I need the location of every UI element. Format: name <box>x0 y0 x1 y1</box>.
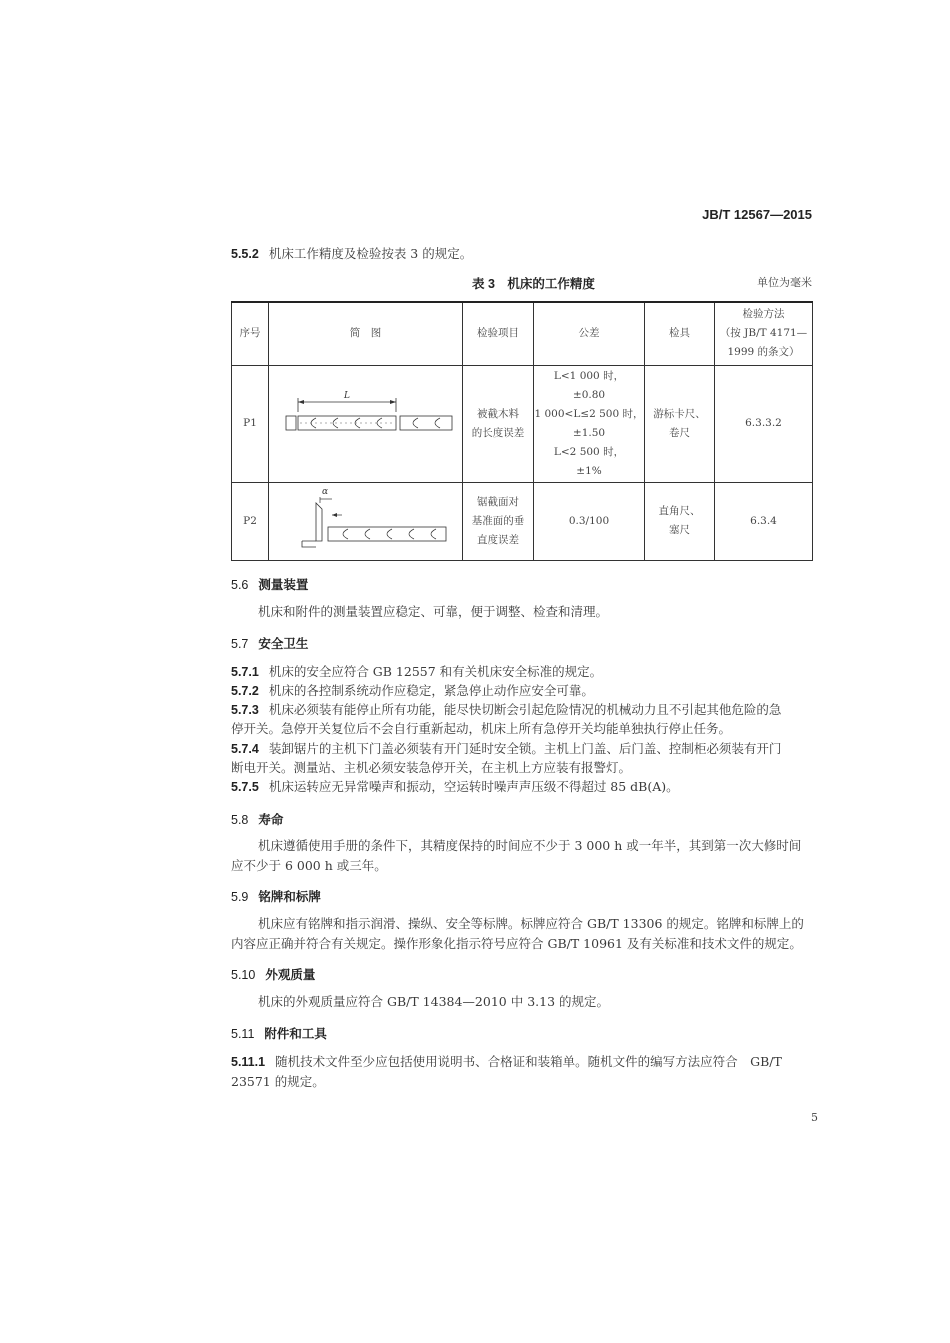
clause-text: 机床工作精度及检验按表 3 的规定。 <box>268 246 473 261</box>
section-title: 测量装置 <box>258 578 309 592</box>
clause-5-7-1 <box>231 663 602 681</box>
clause-number: 5.7.4 <box>231 742 259 756</box>
row-diagram <box>269 365 463 482</box>
table-header-row <box>232 302 813 365</box>
page-number: 5 <box>811 1111 818 1124</box>
tolerance-line3: 1 000<L≤2 500 时， <box>534 407 644 420</box>
row-item-line1: 锯截面对 <box>477 495 519 508</box>
clause-number: 5.11.1 <box>231 1055 266 1069</box>
header-item: 检验项目 <box>463 302 534 365</box>
clause-text: 机床的各控制系统动作应稳定，紧急停止动作应安全可靠。 <box>268 683 594 698</box>
clause-5-7-5 <box>231 778 679 796</box>
row-tool-line1: 游标卡尺、 <box>653 407 706 420</box>
tolerance-line6: ±1% <box>576 464 602 477</box>
row-method: 6.3.4 <box>715 482 813 560</box>
clause-5-5-2 <box>231 245 472 263</box>
row-item-line1: 被截木料 <box>477 407 519 420</box>
section-5-11-heading <box>231 1024 327 1042</box>
tolerance-line4: ±1.50 <box>572 426 606 439</box>
section-5-9-heading <box>231 887 321 905</box>
clause-text: 装卸锯片的主机下门盖必须装有开门延时安全锁。主机上门盖、后门盖、控制柜必须装有开门 <box>268 741 782 756</box>
row-tolerance <box>534 365 645 482</box>
clause-text: 机床必须装有能停止所有功能，能尽快切断会引起危险情况的机械动力且不引起其他危险的急 <box>268 702 782 717</box>
row-tool <box>645 365 715 482</box>
section-5-7-heading <box>231 634 308 652</box>
table-row-p1 <box>232 365 813 482</box>
table-caption: 表 3 机床的工作精度 <box>472 277 595 291</box>
row-diagram <box>269 482 463 560</box>
header-method-line2: （按 JB/T 4171— <box>719 327 808 340</box>
clause-5-7-3 <box>231 701 781 719</box>
clause-number: 5.7.2 <box>231 684 259 698</box>
header-method-line1: 检验方法 <box>742 308 785 321</box>
section-5-10-text: 机床的外观质量应符合 GB/T 14384—2010 中 3.13 的规定。 <box>258 994 609 1009</box>
accuracy-table <box>231 301 813 561</box>
section-title: 寿命 <box>258 813 284 827</box>
clause-number: 5.7.5 <box>231 780 259 794</box>
diagram-label-L: L <box>343 391 350 401</box>
section-5-8-text-cont: 应不少于 6 000 h 或三年。 <box>231 858 387 873</box>
clause-number: 5.7.3 <box>231 703 259 717</box>
section-5-9-text-cont: 内容应正确并符合有关规定。操作形象化指示符号应符合 GB/T 10961 及有关标准和技术文件的规定。 <box>231 936 802 951</box>
clause-text: 随机技术文件至少应包括使用说明书、合格证和装箱单。随机文件的编写方法应符合 GB/T <box>275 1054 782 1069</box>
clause-number: 5.5.2 <box>231 247 259 261</box>
row-seq: P2 <box>232 482 269 560</box>
clause-5-11-1-cont: 23571 的规定。 <box>231 1074 325 1089</box>
header-method-line3: 1999 的条文） <box>727 346 800 359</box>
row-tool-line2: 卷尺 <box>669 426 690 439</box>
row-seq: P1 <box>232 365 269 482</box>
standard-code: JB/T 12567—2015 <box>702 207 812 222</box>
section-number: 5.11 <box>231 1027 255 1041</box>
row-tool <box>645 482 715 560</box>
tolerance-line5: L<2 500 时， <box>553 445 625 458</box>
section-5-10-heading <box>231 965 315 983</box>
section-5-6-text: 机床和附件的测量装置应稳定、可靠，便于调整、检查和清理。 <box>258 604 609 619</box>
clause-number: 5.7.1 <box>231 665 259 679</box>
row-item-line3: 直度误差 <box>477 533 519 546</box>
table-unit: 单位为毫米 <box>757 276 812 289</box>
section-title: 铭牌和标牌 <box>258 890 321 904</box>
row-method: 6.3.3.2 <box>715 365 813 482</box>
row-item-line2: 基准面的垂 <box>471 514 525 527</box>
clause-5-7-3-cont: 停开关。急停开关复位后不会自行重新起动，机床上所有急停开关均能单独执行停止任务。 <box>231 721 732 736</box>
clause-text: 机床的安全应符合 GB 12557 和有关机床安全标准的规定。 <box>268 664 603 679</box>
section-number: 5.10 <box>231 968 256 982</box>
row-item-line2: 的长度误差 <box>471 426 525 439</box>
section-title: 附件和工具 <box>264 1027 327 1041</box>
perpendicularity-diagram-icon <box>276 485 456 551</box>
row-item <box>463 365 534 482</box>
row-tolerance: 0.3/100 <box>534 482 645 560</box>
length-diagram-icon <box>276 390 456 450</box>
section-number: 5.8 <box>231 813 249 827</box>
tolerance-line1: L<1 000 时， <box>553 369 625 382</box>
diagram-label-alpha: α <box>321 486 328 497</box>
row-item <box>463 482 534 560</box>
section-number: 5.6 <box>231 578 249 592</box>
section-title: 外观质量 <box>265 968 316 982</box>
section-number: 5.7 <box>231 637 249 651</box>
row-tool-line1: 直角尺、 <box>658 505 701 517</box>
section-5-9-text: 机床应有铭牌和指示润滑、操纵、安全等标牌。标牌应符合 GB/T 13306 的规定。铭牌和标牌上的 <box>258 916 804 931</box>
clause-5-11-1 <box>231 1053 782 1071</box>
table-row-p2 <box>232 482 813 560</box>
section-5-6-heading <box>231 575 308 593</box>
clause-5-7-4 <box>231 740 781 758</box>
clause-text: 机床运转应无异常噪声和振动，空运转时噪声声压级不得超过 85 dB(A)。 <box>268 779 679 794</box>
clause-5-7-4-cont: 断电开关。测量站、主机必须安装急停开关，在主机上方应装有报警灯。 <box>231 760 632 775</box>
section-title: 安全卫生 <box>258 637 309 651</box>
header-method <box>715 302 813 365</box>
header-tool: 检具 <box>645 302 715 365</box>
header-tolerance: 公差 <box>534 302 645 365</box>
header-seq: 序号 <box>232 302 269 365</box>
clause-5-7-2 <box>231 682 594 700</box>
header-diagram: 简 图 <box>269 302 463 365</box>
section-number: 5.9 <box>231 890 249 904</box>
section-5-8-heading <box>231 810 283 828</box>
section-5-8-text: 机床遵循使用手册的条件下，其精度保持的时间应不少于 3 000 h 或一年半，其到第一次大修时间 <box>258 838 802 853</box>
tolerance-line2: ±0.80 <box>572 388 606 401</box>
row-tool-line2: 塞尺 <box>669 524 690 536</box>
